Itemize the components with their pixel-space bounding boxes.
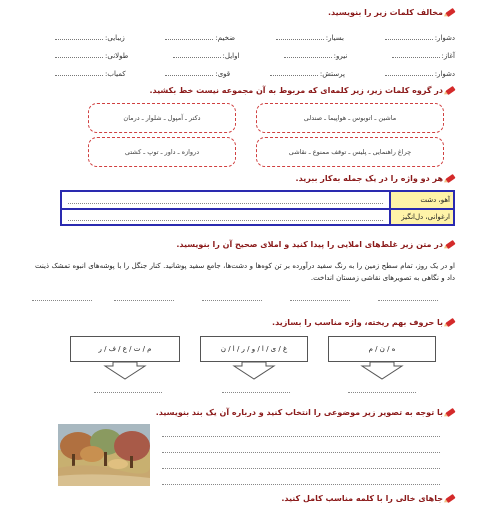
- landscape-picture: [58, 424, 150, 486]
- correction-blank[interactable]: [378, 300, 438, 301]
- answer-blank[interactable]: [165, 34, 213, 40]
- question-4-heading: [176, 240, 455, 249]
- question-2-title: در گروه کلمات زیر، زیر کلمه‌ای که مربوط به آن مجموعه نیست خط بکشید.: [149, 86, 443, 95]
- pencil-icon: [445, 8, 455, 17]
- pencil-icon: [445, 86, 455, 95]
- antonym-word: آغاز:: [441, 52, 455, 60]
- antonym-item: [55, 34, 125, 42]
- answer-blank[interactable]: [284, 52, 332, 58]
- question-7-title: جاهای خالی را با کلمه مناسب کامل کنید.: [281, 494, 443, 503]
- answer-blank[interactable]: [276, 34, 324, 40]
- antonym-item: [173, 52, 240, 60]
- antonym-item: [165, 34, 235, 42]
- question-6-title: با توجه به تصویر زیر موضوعی را انتخاب کنید و درباره آن یک بند بنویسید.: [155, 408, 443, 417]
- paragraph-line[interactable]: [162, 468, 440, 469]
- correction-blank[interactable]: [32, 300, 92, 301]
- paragraph-line[interactable]: [162, 436, 440, 437]
- antonym-item: [284, 52, 348, 60]
- antonym-word: طولانی:: [105, 52, 129, 60]
- table-row: [62, 192, 453, 208]
- word-group-text: ماشین ـ اتوبوس ـ هواپیما ـ صندلی: [303, 114, 397, 122]
- down-arrow-icon: [234, 362, 274, 379]
- sentence-table: [60, 190, 455, 226]
- antonym-item: [165, 70, 230, 78]
- antonym-word: پرستش:: [319, 70, 345, 78]
- answer-blank[interactable]: [385, 34, 433, 40]
- correction-blank[interactable]: [202, 300, 262, 301]
- arrow-graphics: [0, 360, 485, 380]
- antonym-word: دشوار:: [434, 70, 455, 78]
- antonym-item: [270, 70, 345, 78]
- word-group-text: دروازه ـ داور ـ توپ ـ کشتی: [124, 148, 200, 156]
- antonym-row-2: [55, 52, 455, 60]
- scrambled-letters: ه / ن / م: [368, 345, 396, 353]
- word-group-box[interactable]: [88, 103, 236, 133]
- answer-blank[interactable]: [173, 52, 221, 58]
- table-row: [62, 208, 453, 224]
- question-3-heading: [296, 174, 455, 183]
- question-5-title: با حروف بهم ریخته، واژه مناسب را بسازید.: [272, 318, 443, 327]
- sentence-answer-field[interactable]: [62, 192, 389, 208]
- antonym-word: قوی:: [215, 70, 231, 78]
- scrambled-letters-box: [328, 336, 436, 362]
- scrambled-letters-box: [200, 336, 308, 362]
- pencil-icon: [445, 240, 455, 249]
- scrambled-letters-box: [70, 336, 180, 362]
- paragraph-line[interactable]: [162, 484, 440, 485]
- word-group-box[interactable]: [256, 137, 444, 167]
- word-group-text: چراغ راهنمایی ـ پلیس ـ توقف ممنوع ـ نقاشی: [288, 148, 412, 156]
- question-6-heading: [156, 408, 455, 417]
- antonym-item: [392, 52, 455, 60]
- antonym-word: اوایل:: [222, 52, 240, 60]
- scrambled-letters: م / ت / ع / ف / ر: [98, 345, 152, 353]
- antonym-item: [55, 52, 128, 60]
- pencil-icon: [445, 318, 455, 327]
- word-pair-label: آهو، دشت: [389, 192, 453, 208]
- antonym-word: دشوار:: [434, 34, 455, 42]
- answer-blank[interactable]: [55, 34, 103, 40]
- answer-blank[interactable]: [270, 70, 318, 76]
- correction-blank[interactable]: [114, 300, 174, 301]
- question-3-title: هر دو واژه را در یک جمله به‌کار ببرید.: [295, 174, 443, 183]
- spelling-paragraph: او در یک روز، تمام سطح زمین را به رنگ سفید درآورده بر تن کوه‌ها و دشت‌ها، جامع سفید پوشانید. کنار جنگل را با پوشه‌های انبوه تمشک ذینت داد و نگاهی به تصویر‌های نقاشی زمستان انداخت.: [35, 262, 455, 282]
- down-arrow-icon: [362, 362, 402, 379]
- answer-blank[interactable]: [55, 70, 103, 76]
- antonym-word: زیبایی:: [105, 34, 125, 42]
- word-answer-blank[interactable]: [94, 392, 162, 393]
- antonym-item: [55, 70, 126, 78]
- word-answer-blank[interactable]: [222, 392, 290, 393]
- answer-blank[interactable]: [165, 70, 213, 76]
- antonym-item: [276, 34, 344, 42]
- down-arrow-icon: [105, 362, 145, 379]
- pencil-icon: [445, 494, 455, 503]
- antonym-item: [385, 70, 455, 78]
- question-7-heading: [281, 494, 455, 503]
- antonym-word: نیرو:: [333, 52, 348, 60]
- answer-blank[interactable]: [385, 70, 433, 76]
- word-group-box[interactable]: [256, 103, 444, 133]
- antonym-word: ضخیم:: [215, 34, 236, 42]
- word-group-text: دکتر ـ آمپول ـ شلوار ـ درمان: [123, 114, 201, 122]
- antonym-item: [385, 34, 455, 42]
- question-2-heading: [149, 86, 455, 95]
- paragraph-line[interactable]: [162, 452, 440, 453]
- question-1-title: مخالف کلمات زیر را بنویسید.: [327, 8, 443, 17]
- question-1-heading: [328, 8, 455, 17]
- answer-blank[interactable]: [55, 52, 103, 58]
- word-pair-label: ارغوانی، دل‌انگیز: [389, 210, 453, 224]
- answer-blank[interactable]: [392, 52, 440, 58]
- question-4-title: در متن زیر غلط‌های املایی را پیدا کنید و املای صحیح آن را بنویسید.: [176, 240, 443, 249]
- correction-blank[interactable]: [290, 300, 350, 301]
- antonym-row-3: [55, 70, 455, 78]
- antonym-word: بسیار:: [325, 34, 344, 42]
- question-5-heading: [272, 318, 455, 327]
- antonym-row-1: [55, 34, 455, 42]
- pencil-icon: [445, 174, 455, 183]
- word-answer-blank[interactable]: [348, 392, 416, 393]
- sentence-answer-field[interactable]: [62, 210, 389, 224]
- antonym-word: کمیاب:: [105, 70, 126, 78]
- pencil-icon: [445, 408, 455, 417]
- scrambled-letters: غ / ی / ا / و / ر / ا / ن: [220, 345, 288, 353]
- word-group-box[interactable]: [88, 137, 236, 167]
